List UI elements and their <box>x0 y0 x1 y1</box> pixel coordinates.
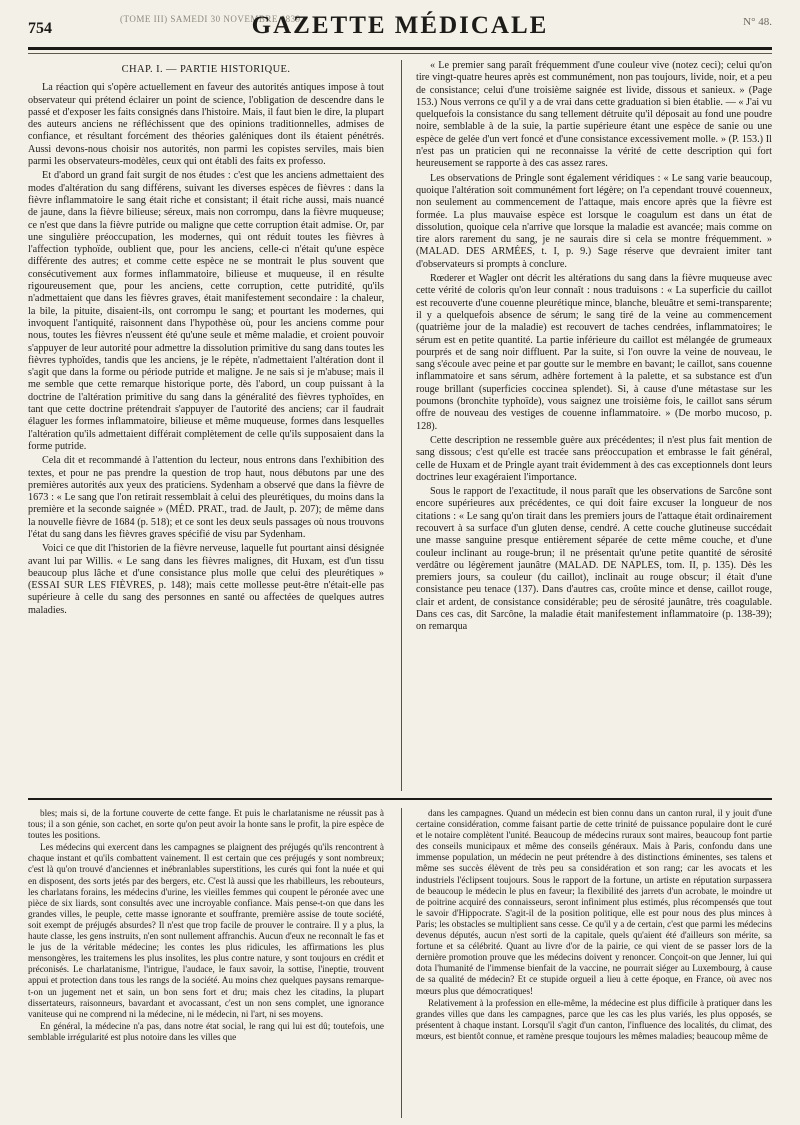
article-paragraph: Et d'abord un grand fait surgit de nos études : c'est que les anciens admettaient des modes d'altération du sang différens, suivant les diverses espèces de fièvres : dans la fièvre inflammatoire le sang était riche et consistant; il était riche aussi, mais nuancé de jaune, dans la fièvre bilieuse; séreux, mais non corrompu, dans la fièvre muqueuse; ce n'est que dans la fièvre putride ou maligne que cette corruption était admise. Or, par une singulière préoccupation, les modernes, qui ont réduit toutes les fièvres à l'affection typhoïde, oublient que, pour les anciens, celle-ci n'était qu'une espèce différente des autres; et comme cette espèce ne se montrait le plus souvent que consécutivement aux formes inflammatoire, bilieuse et muqueuse, il en résulte rigoureusement que, pour les anciens, cette corruption, cette putridité, qu'ils n'admettaient que dans les fièvres graves, était manifestement secondaire : la chaleur, la bile, la pituite, disaient-ils, ont corrompu le sang; et pourtant les modernes, qui invoquent l'antiquité, raisonnent dans l'hypothèse où, pour les anciens comme pour nous, toutes les fièvres n'eussent été qu'une seule et même maladie, et croient pouvoir s'appuyer de leur autorité pour admettre la dissolution primitive du sang dans toutes les fièvres typhoïdes, tandis que les anciens, je le répète, n'admettaient l'altération dont il s'agit que dans la forme ou période putride et maligne. Je ne sais si je m'abuse; mais il me semble que cette remarque historique porte, dès l'abord, un coup puissant à la doctrine de l'altération primitive du sang dans la généralité des fièvres typhoïdes, en tant que cette doctrine prétendrait s'appuyer de l'autorité des anciens; car il faudrait élaguer les formes inflammatoire, bilieuse et même muqueuse, formes dans lesquelles l'altération qu'ils admettaient différait complètement de celle qu'ils supposaient dans la forme putride. <box>28 170 384 452</box>
article-column-left <box>28 60 384 791</box>
article-column-right <box>416 60 772 791</box>
article-paragraph: Sous le rapport de l'exactitude, il nous paraît que les observations de Sarcône sont encore supérieures aux précédentes, ce qui doit faire excuser la longueur de nos citations : « Le sang qu'on tirait dans les premiers jours de l'attaque était ordinairement recouvert à sa surface d'un gluten dense, cendré. A cette couche glutineuse succédait une masse sanguine presque entièrement séparée de cette même couche, et d'une couleur inclinant au rouge-brun; il ne présentait qu'une petite quantité de sérosité verdâtre ou légèrement jaunâtre (MALAD. DE NAPLES, tom. II, p. 135). Dès les premiers jours, sa couleur (du caillot), inclinait au rouge obscur; il était d'une consistance peu tenace (137). Dans d'autres cas, croûte mince et dense, caillot rouge, clair et ardent, de consistance considérable; peu de sérosité jaunâtre, très coagulable. Dans ces cas, dit Sarcône, la maladie était manifestement inflammatoire (p. 138-39); on remarqua <box>416 486 772 633</box>
feuilleton-paragraph: bles; mais si, de la fortune couverte de cette fange. Et puis le charlatanisme ne réussit pas à tous; il a son génie, son cachet, en sorte qu'on peut avoir la honte sans le profit, la pire espèce de toutes les positions. <box>28 808 384 841</box>
article-paragraph: Rœderer et Wagler ont décrit les altérations du sang dans la fièvre muqueuse avec cette vérité de coloris qu'on leur connaît : nous traduisons : « La superficie du caillot est recouverte d'une couenne pleurétique mince, blanche, bleuâtre et semi-transparente; il y a quelquefois absence de sérum; le sang tiré de la veine au commencement (quatrième jour de la maladie) est recouvert de taches cendrées, inflammatoires; le sérum est en petite quantité. La partie inférieure du caillot est mélangée de grumeaux pourprés et de sang noir diffluent. Par la suite, si l'on ouvre la veine de nouveau, le sang s'écoule avec peine et par goutte sur le membre en bavant; le caillot, sans couenne inflammatoire et sans sérum, adhère fortement à la palette, et sa substance est d'un rouge brillant (superficies coccinea splendet). Si, à cause d'une métastase sur les poumons (bronchite typhoïde), vous saignez une troisième fois, le caillot sans sérum offre de nouveau des vestiges de couenne inflammatoire. » (De morbo mucoso, p. 128). <box>416 273 772 432</box>
article-paragraph: Cela dit et recommandé à l'attention du lecteur, nous entrons dans l'exhibition des textes, et pour ne pas prendre la question de trop haut, nous débutons par une des premières autorités aux yeux des praticiens. Sydenham a observé que dans la fièvre de 1673 : « Le sang que l'on retirait ressemblait à celui des pleurétiques, du moins dans la première et la seconde saignée » (MÉD. PRAT., trad. de Jault, p. 207); de même dans la nouvelle fièvre de 1684 (p. 518); et ce sont les deux seuls passages où nous trouvons l'état du sang dans les fièvres graves spécifié de visu par Sydenham. <box>28 455 384 540</box>
feuilleton-divider <box>401 808 402 1118</box>
column-divider <box>401 60 402 791</box>
feuilleton-paragraph: Relativement à la profession en elle-même, la médecine est plus difficile à pratiquer dans les grandes villes que dans les campagnes, parce que les cas les plus variés, les plus opposés, se présentent à chaque instant. Lorsqu'il s'agit d'un canton, l'influence des localités, du climat, des mœurs, est bientôt connue, et ramène presque toujours les mêmes maladies; beaucoup même de <box>416 997 772 1041</box>
feuilleton-paragraph: Les médecins qui exercent dans les campagnes se plaignent des préjugés qu'ils rencontrent à chaque instant et qu'ils combattent vainement. Il est certain que ces préjugés y sont nombreux; c'est là qu'on trouvé d'anciennes et inébranlables superstitions, les curés qui font la nuée et qui en disposent, des sorts jetés par des bergers, etc. C'est là aussi que les rhabilleurs, les rebouteurs, les charlatans forains, les médecins d'urine, les vieilles femmes qui coupent le péronée avec une pièce de six liards, sont consultés avec une incroyable confiance. Mais pense-t-on que dans les grandes villes, le peuple, cette masse ignorante et souffrante, première assise de toute société, soit exempt de préjugés absurdes? Il n'est que trop facile de prouver le contraire. Il y a plus, la haute classe, les gens instruits, n'en sont nullement affranchis. Aucun d'eux ne reconnaît le fas et le jus de la véritable médecine; les contes les plus ridicules, les affirmations les plus mensongères, les traitemens les plus insolites, les plus contre nature, y sont toujours en crédit et préconisés. Le charlatanisme, l'intrigue, l'audace, le faux savoir, la sottise, l'ineptie, trouvent appui et protection dans tous les rangs de la société. Au moins chez quelques paysans remarque-t-on un jugement net et sain, un bon sens fort et dru; mais chez les citadins, la plupart dissertateurs, raisonneurs, bavardant et avocassant, c'est un non sens complet, une ignorance vaniteuse qui ne comprend ni la médecine, ni le médecin, ni l'art, ni ses moyens. <box>28 842 384 1019</box>
feuilleton-rule <box>28 798 772 800</box>
top-rule <box>28 47 772 50</box>
feuilleton-column-right <box>416 808 772 1118</box>
feuilleton-column-left <box>28 808 384 1118</box>
masthead <box>28 8 772 42</box>
article-paragraph: Les observations de Pringle sont également véridiques : « Le sang varie beaucoup, quoique l'altération soit communément fort légère; on l'a cependant trouvé couenneux, non seulement au commencement de l'attaque, mais encore après que la fièvre est formée. La plus mauvaise espèce est lorsque le coagulum est dans un état de dissolution, quoique cela n'arrive que lorsque la maladie est avancée; mais comme on tire alors rarement du sang, je ne saurais dire si cela se montre fréquemment. » (MALAD. DES ARMÉES, t. I, p. 9.) Sage réserve que devraient imiter tant d'observateurs si prompts à conclure. <box>416 172 772 270</box>
article-paragraph: Cette description ne ressemble guère aux précédentes; il n'est plus fait mention de sang dissous; c'est qu'elle est tracée sans préoccupation et embrasse le fait général, celle de Huxam et de Pringle ayant trait évidemment à des cas exceptionnels dont leurs doctrines leur exagéraient l'importance. <box>416 434 772 483</box>
chapter-heading: CHAP. I. — PARTIE HISTORIQUE. <box>121 64 291 75</box>
top-rule-thin <box>28 53 772 54</box>
feuilleton-paragraph: dans les campagnes. Quand un médecin est bien connu dans un canton rural, il y jouit d'une certaine considération, comme faisant partie de cette trinité de puissance populaire dont le curé et le notaire complètent l'unité. Beaucoup de médecins ruraux sont maires, beaucoup font partie des conseils municipaux et même des conseils généraux. Mais à Paris, confondu dans une immense population, un médecin ne peut prétendre à des distinctions éminentes, ses talens et même ses succès élèvent de très peu sa considération et son rang; car les avocats et les industriels l'éclipsent toujours. Sous le rapport de la fortune, un artiste en réputation surpassera de beaucoup le médecin le plus en faveur; la flexibilité des jarrets d'un acrobate, le moindre ut de poitrine acquiré des connaisseurs, seront infiniment plus estimés, plus récompensés que tout le savoir d'Hippocrate. S'agit-il de la position politique, elle est pour nous des plus minces à Paris; les obstacles se multiplient sans cesse. Ce qu'il y a de certain, c'est que parmi les médecins devenus députés, aucun n'est sorti de la capitale, quels qu'aient été d'ailleurs son mérite, sa fortune et sa célébrité. Quant au livre d'or de la pairie, ce qui vient de se passer lors de la dernière promotion prouve que les médecins doivent y renoncer. Conçoit-on que Jenner, lui qui dota l'humanité de l'immense bienfait de la vaccine, ne pourrait siéger au Luxembourg, à cause de sa qualité de médecin? Et ce stupide orgueil a lieu à cette époque, en France, où avec nos mœurs plus que démocratiques! <box>416 808 772 996</box>
running-head: (TOME III) SAMEDI 30 NOVEMBRE 1839 <box>120 14 301 24</box>
newspaper-title: GAZETTE MÉDICALE <box>251 12 549 39</box>
issue-number: N° 48. <box>743 16 772 28</box>
article-paragraph: Voici ce que dit l'historien de la fièvre nerveuse, laquelle fut pourtant ainsi désignée avant lui par Willis. « Le sang dans les fièvres malignes, dit Huxam, est d'un tissu beaucoup plus lâche et d'une consistance plus molle que celui des pleurétiques » (ESSAI SUR LES FIÈVRES, p. 148); mais cette mollesse peut-être n'était-elle pas supérieure à celle du sang des personnes en santé ou affectées de quelques autres maladies. <box>28 543 384 616</box>
article-paragraph: « Le premier sang paraît fréquemment d'une couleur vive (notez ceci); celui qu'on tire vingt-quatre heures après est communément, non pas toujours, livide, noir, et a peu de consistance; celui d'une troisième saignée est livide, dissous et sanieux. » (Page 153.) Nous verrons ce qu'il y a de vrai dans cette graduation si bien établie. — « J'ai vu quelquefois la consistance du sang tellement détruite qu'il déposait au fond une poudre noire, semblable à de la suie, la partie supérieure étant une espèce de sanie ou une espèce de gelée d'un vert foncé et d'une consistance excessivement molle. » (P. 153.) Il n'est pas un praticien qui ne reconnaisse la vérité de cette description qui fort heureusement se rapporte à des cas assez rares. <box>416 60 772 170</box>
feuilleton-paragraph: En général, la médecine n'a pas, dans notre état social, le rang qui lui est dû; toutefois, une semblable irrégularité est plus notoire dans les villes que <box>28 1020 384 1042</box>
article-paragraph: La réaction qui s'opère actuellement en faveur des autorités antiques impose à tout observateur qui prétend éclairer un point de science, l'obligation de descendre dans le passé et d'exposer les faits consignés dans l'histoire. Mais, il faut bien le dire, la plupart des auteurs anciens ne réfléchissent que des opinions traditionnelles, admises de confiance, et résultant forcément des théories galéniques dont ils étaient pénétrés. Aussi devons-nous choisir nos autorités, non parmi les copistes serviles, mais bien parmi les observateurs-modèles, ceux qui ont établi des faits ex professo. <box>28 82 384 168</box>
page-number: 754 <box>28 20 52 37</box>
